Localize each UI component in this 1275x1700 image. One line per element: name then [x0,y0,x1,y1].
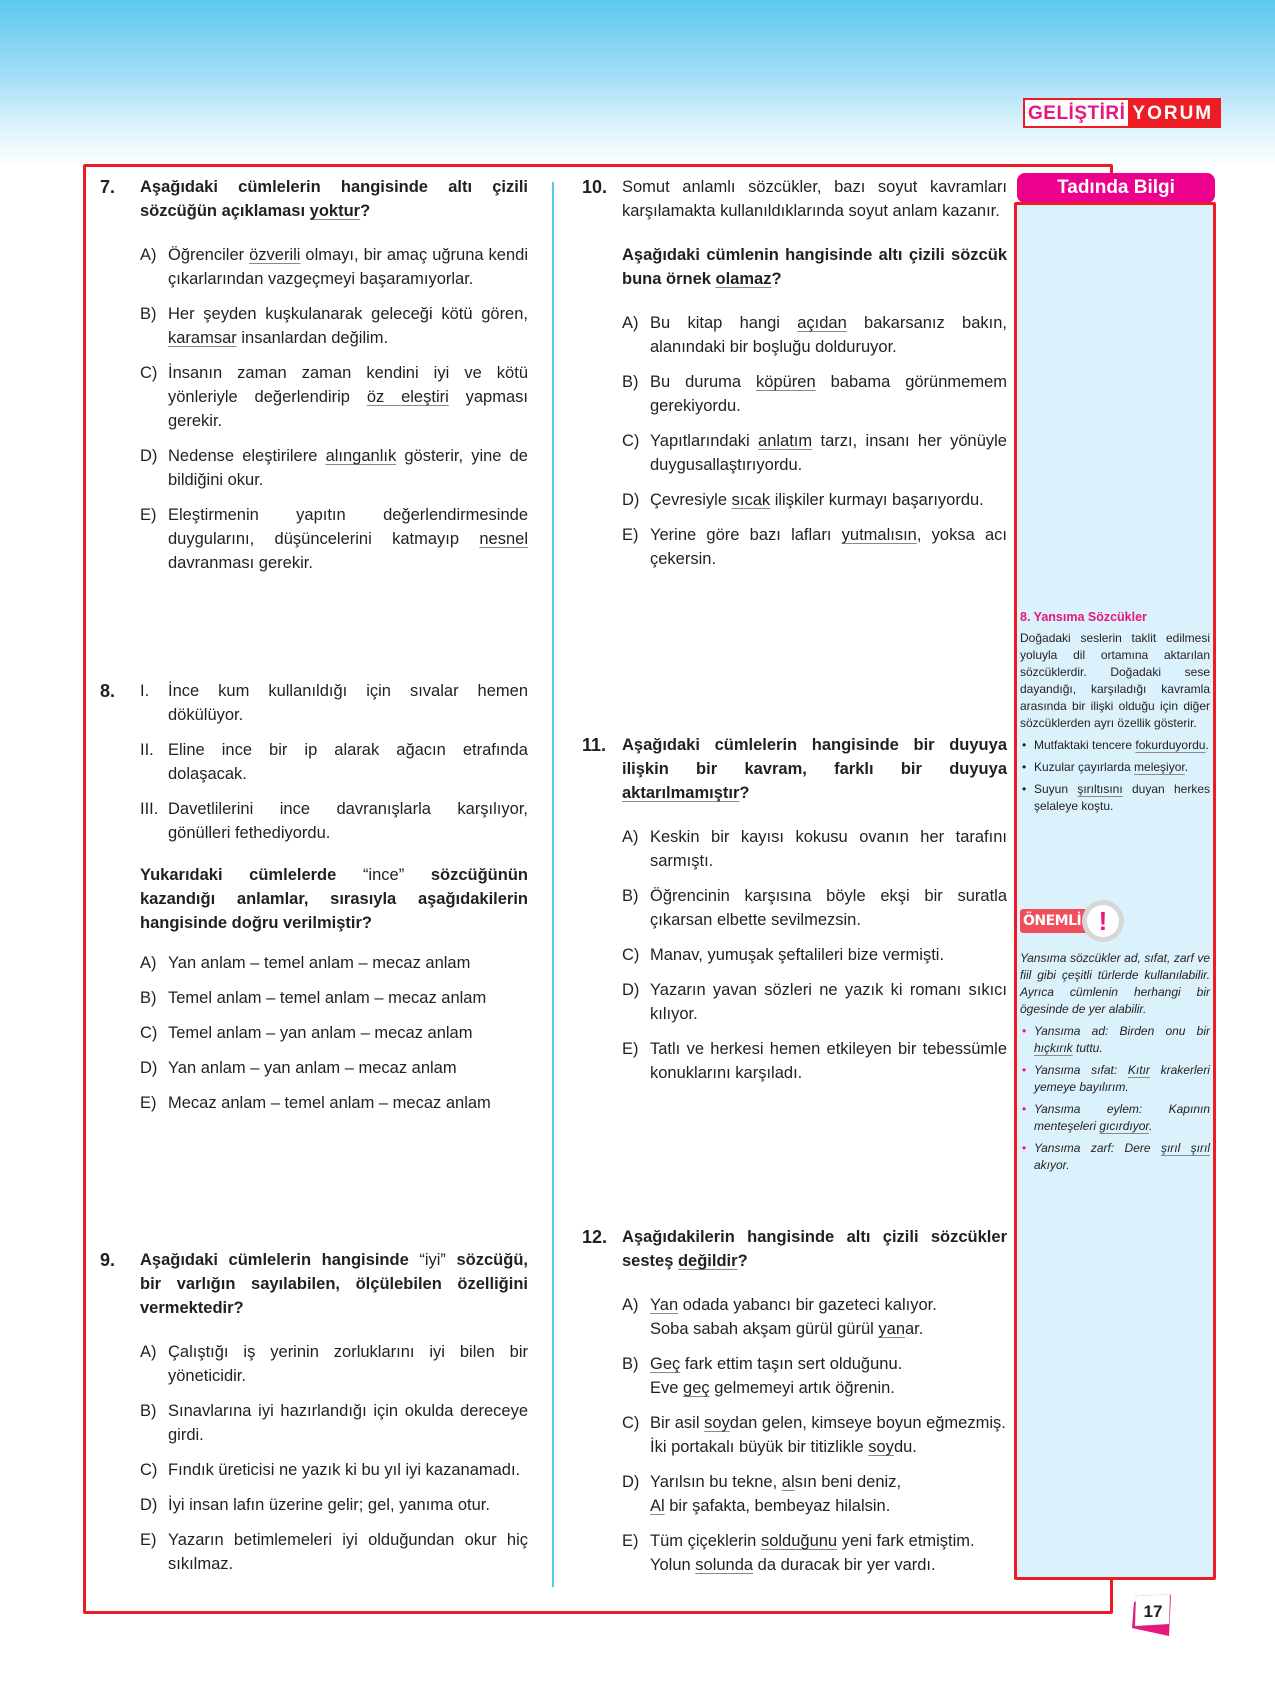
question-stem: Yukarıdaki cümlelerde “ince” sözcüğünün kazandığı anlamlar, sırasıyla aşağıdakilerin hangisinde doğru verilmiştir? [140,866,528,932]
question-number: 9. [100,1250,116,1270]
option-b[interactable]: B) Her şeyden kuşkulanarak geleceği kötü gören, karamsar insanlardan değilim. [140,305,528,347]
bullet-icon: • [1022,760,1027,774]
brand-logo-part2: YORUM [1128,100,1219,126]
important-badge [1020,900,1130,942]
exclamation-icon: ! [1082,900,1124,942]
important-example: • Yansıma sıfat: Kıtır krakerleri yemeye bayılırım. [1022,1063,1210,1094]
question-stem: Aşağıdakilerin hangisinde altı çizili sözcükler sesteş değildir? [622,1228,1007,1270]
option-b[interactable]: B) Öğrencinin karşısına böyle ekşi bir suratla çıkarsan elbette sevilmezsin. [622,887,1007,929]
option-d[interactable]: D) Yazarın yavan sözleri ne yazık ki romanı sıkıcı kılıyor. [622,981,1007,1023]
option-e[interactable]: E) Eleştirmenin yapıtın değerlendirmesinde duygularını, düşüncelerini katmayıp nesnel davranması gerekir. [140,506,528,572]
option-b[interactable]: B) Geç fark ettim taşın sert olduğunu. Eve geç gelmemeyi artık öğrenin. [622,1355,903,1397]
question-7 [100,175,528,586]
statement-2: II. Eline ince bir ip alarak ağacın etrafında dolaşacak. [140,741,528,783]
option-c[interactable]: C) Yapıtlarındaki anlatım tarzı, insanı her yönüyle duygusallaştırıyordu. [622,432,1007,474]
question-10 [582,175,1007,582]
option-c[interactable]: C) Bir asil soydan gelen, kimseye boyun eğmezmiş. İki portakalı büyük bir titizlikle soydu. [622,1414,1006,1456]
brand-logo [1023,98,1221,128]
question-11 [582,733,1007,1096]
option-e[interactable]: E) Mecaz anlam – temel anlam – mecaz anlam [140,1094,491,1112]
info-yansima-sozcukler [1020,609,1210,815]
question-intro: Somut anlamlı sözcükler, bazı soyut kavramları karşılamakta kullanıldıklarında soyut anlam kazanır. [622,178,1007,220]
option-c[interactable]: C) Temel anlam – yan anlam – mecaz anlam [140,1024,473,1042]
option-a[interactable]: A) Yan odada yabancı bir gazeteci kalıyor. Soba sabah akşam gürül gürül yanar. [622,1296,937,1338]
options-list [140,1340,528,1576]
option-a[interactable]: A) Yan anlam – temel anlam – mecaz anlam [140,954,471,972]
bullet-icon: • [1022,738,1027,752]
question-number: 7. [100,177,116,197]
important-example: • Yansıma zarf: Dere şırıl şırıl akıyor. [1022,1141,1210,1172]
important-note [1020,950,1210,1174]
bullet-icon: • [1022,1141,1027,1155]
options-list [140,951,528,1115]
option-b[interactable]: B) Temel anlam – temel anlam – mecaz anlam [140,989,487,1007]
important-label: ÖNEMLİ [1020,909,1088,933]
question-stem: Aşağıdaki cümlelerin hangisinde bir duyuya ilişkin bir kavram, farklı bir duyuya aktarılmamıştır? [622,736,1007,802]
statement-1: I. İnce kum kullanıldığı için sıvalar hemen dökülüyor. [140,682,528,724]
question-9 [100,1248,528,1587]
question-stem: Aşağıdaki cümlelerin hangisinde altı çizili sözcüğün açıklaması yoktur? [140,178,528,220]
option-d[interactable]: D) İyi insan lafın üzerine gelir; gel, yanıma otur. [140,1496,490,1514]
statement-3: III. Davetlilerini ince davranışlarla karşılıyor, gönülleri fethediyordu. [140,800,528,842]
option-e[interactable]: E) Tüm çiçeklerin solduğunu yeni fark etmiştim. Yolun solunda da duracak bir yer vardı. [622,1532,975,1574]
option-a[interactable]: A) Çalıştığı iş yerinin zorluklarını iyi bilen bir yöneticidir. [140,1343,528,1385]
question-12 [582,1225,1007,1588]
question-number: 11. [582,735,607,755]
option-e[interactable]: E) Yerine göre bazı lafları yutmalısın, yoksa acı çekersin. [622,526,1007,568]
info-body: Doğadaki seslerin taklit edilmesi yoluyla dil ortamına aktarılan sözcüklerdir. Doğadaki sese dayandığı, karşıladığı kavramla arasında bir ilişki olduğu için diğer sözcüklerden ayrı özellik gösterir. [1020,631,1210,730]
option-d[interactable]: D) Yan anlam – yan anlam – mecaz anlam [140,1059,457,1077]
info-example: • Kuzular çayırlarda meleşiyor. [1022,760,1189,774]
brand-logo-part1: GELİŞTİRİ [1025,100,1128,126]
question-8 [100,679,528,1126]
option-e[interactable]: E) Yazarın betimlemeleri iyi olduğundan okur hiç sıkılmaz. [140,1531,528,1573]
column-divider [552,182,554,1587]
page-number: 17 [1131,1592,1175,1636]
info-example: • Mutfaktaki tencere fokurduyordu. [1022,738,1209,752]
question-stem: Aşağıdaki cümlenin hangisinde altı çizili sözcük buna örnek olamaz? [622,246,1007,288]
bullet-icon: • [1022,1063,1027,1077]
options-list [622,311,1007,571]
option-d[interactable]: D) Yarılsın bu tekne, alsın beni deniz, Al bir şafakta, bembeyaz hilalsin. [622,1473,902,1515]
sidebar-title: Tadında Bilgi [1017,173,1215,203]
option-b[interactable]: B) Bu duruma köpüren babama görünmemem gerekiyordu. [622,373,1007,415]
option-a[interactable]: A) Öğrenciler özverili olmayı, bir amaç uğruna kendi çıkarlarından vazgeçmeyi başaramıyorlar. [140,246,528,288]
info-example: • Suyun şırıltısını duyan herkes şelaleye koştu. [1022,782,1210,813]
important-example: • Yansıma eylem: Kapının menteşeleri gıcırdıyor. [1022,1102,1210,1133]
question-stem: Aşağıdaki cümlelerin hangisinde “iyi” sözcüğü, bir varlığın sayılabilen, ölçülebilen özelliğini vermektedir? [140,1251,528,1317]
option-c[interactable]: C) Fındık üreticisi ne yazık ki bu yıl iyi kazanamadı. [140,1461,521,1479]
sidebar-panel [1014,202,1216,1580]
header-band [0,0,1275,170]
options-list [140,243,528,575]
bullet-icon: • [1022,782,1027,796]
option-c[interactable]: C) Manav, yumuşak şeftalileri bize vermişti. [622,946,945,964]
info-heading: 8. Yansıma Sözcükler [1020,610,1147,624]
question-number: 10. [582,177,608,197]
bullet-icon: • [1022,1024,1027,1038]
important-body: Yansıma sözcükler ad, sıfat, zarf ve fiil gibi çeşitli türlerde kullanılabilir. Ayrıca cümlenin herhangi bir ögesinde de yer alabilir. [1020,951,1210,1016]
option-d[interactable]: D) Çevresiyle sıcak ilişkiler kurmayı başarıyordu. [622,491,984,509]
bullet-icon: • [1022,1102,1027,1116]
question-number: 8. [100,681,116,701]
option-a[interactable]: A) Keskin bir kayısı kokusu ovanın her tarafını sarmıştı. [622,828,1007,870]
important-example: • Yansıma ad: Birden onu bir hıçkırık tuttu. [1022,1024,1210,1055]
statements-list [100,679,528,845]
options-list [622,825,1007,1085]
option-a[interactable]: A) Bu kitap hangi açıdan bakarsanız bakın, alanındaki bir boşluğu dolduruyor. [622,314,1007,356]
option-b[interactable]: B) Sınavlarına iyi hazırlandığı için okulda dereceye girdi. [140,1402,528,1444]
option-c[interactable]: C) İnsanın zaman zaman kendini iyi ve kötü yönleriyle değerlendirip öz eleştiri yapması gerekir. [140,364,528,430]
options-list [622,1293,1007,1577]
option-d[interactable]: D) Nedense eleştirilere alınganlık gösterir, yine de bildiğini okur. [140,447,528,489]
option-e[interactable]: E) Tatlı ve herkesi hemen etkileyen bir tebessümle konuklarını karşıladı. [622,1040,1007,1082]
question-number: 12. [582,1227,608,1247]
